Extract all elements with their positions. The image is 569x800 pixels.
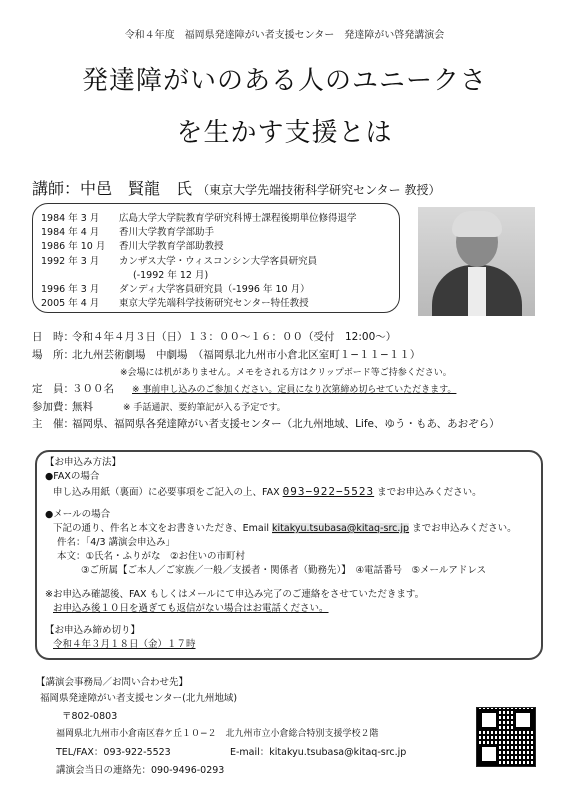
info-place (32, 347, 420, 362)
info-date (32, 329, 396, 344)
confirm-note-2: お申込み後１０日を過ぎても返信がない場合はお電話ください。 (53, 603, 329, 614)
application-box (35, 450, 543, 660)
bio-text: カンザス大学・ウィスコンシン大学客員研究員 (119, 255, 318, 267)
capacity-note: ※ 事前申し込みのご参加ください。定員になり次第締め切らせていただきます。 (132, 385, 457, 395)
info-label: 日 時： (32, 331, 74, 343)
fax-line (53, 485, 482, 500)
bio-text: 香川大学教育学部助教授 (119, 241, 224, 253)
info-label: 主 催： (32, 418, 74, 430)
contact-zip: 〒802-0803 (62, 711, 118, 722)
lecturer-line (32, 176, 440, 199)
mail-line (53, 522, 517, 536)
bio-year: 1992 年 3 月 (41, 255, 100, 267)
mail-body-2: ③ご所属【ご本人／ご家族／一般／支援者・関係者（勤務先）】 ④電話番号 ⑤メールアドレス (81, 565, 487, 576)
info-value: 北九州芸術劇場 中劇場 （福岡県北九州市小倉北区室町１−１１−１１） (72, 349, 421, 361)
mail-heading: ●メールの場合 (45, 509, 111, 520)
bio-row (41, 269, 399, 283)
mail-address-link[interactable]: kitakyu.tsubasa@kitaq-src.jp (272, 523, 410, 534)
confirm-note: ※お申込み確認後、FAX もしくはメールにて申込み完了のご連絡をさせていただきます。 (45, 589, 425, 600)
bio-text: (-1992 年 12 月) (133, 269, 209, 281)
info-value: 令和４年４月３日（日）１３：００〜１６：００（受付 12:00〜） (72, 331, 397, 343)
bio-text: 広島大学大学院教育学研究科博士課程後期単位修得退学 (119, 213, 357, 224)
header-note: 令和４年度 福岡県発達障がい者支援センター 発達障がい啓発講演会 (124, 30, 445, 41)
info-capacity (32, 381, 456, 396)
contact-tel: TEL/FAX：093-922-5523 (56, 747, 171, 758)
contact-day: 講演会当日の連絡先：090-9496-0293 (56, 765, 225, 776)
mail-text-end: までお申込みください。 (412, 523, 517, 534)
apply-heading: 【お申込み方法】 (45, 457, 122, 468)
biography-box (32, 203, 400, 313)
bio-text: 東京大学先端科学技術研究センター特任教授 (119, 298, 309, 310)
bio-row (41, 212, 399, 226)
qr-code-icon (476, 707, 536, 767)
bio-row (41, 283, 399, 297)
bio-year: 1984 年 3 月 (41, 213, 100, 224)
info-label: 定 員： (32, 383, 74, 395)
deadline-value: 令和４年３月１８日（金）１７時 (53, 639, 196, 650)
info-fee (32, 399, 286, 414)
title-line-2: を生かす支援とは (176, 118, 393, 148)
bio-row (41, 240, 399, 254)
lecturer-name: 講師：中邑 賢龍 氏 (32, 179, 193, 198)
bio-year: 2005 年 4 月 (41, 298, 100, 310)
deadline-heading: 【お申込み締め切り】 (45, 625, 141, 636)
contact-address: 福岡県北九州市小倉南区春ケ丘１０−２ 北九州市立小倉総合特別支援学校２階 (56, 729, 379, 739)
title-line-1: 発達障がいのある人のユニークさ (81, 66, 487, 96)
fee-note: ※ 手話通訳、要約筆記が入る予定です。 (123, 403, 286, 413)
fax-number: 093−922−5523 (282, 485, 375, 498)
lecturer-affiliation: （東京大学先端技術科学研究センター 教授） (197, 183, 441, 197)
info-label: 参加費： (32, 401, 74, 413)
place-note: ※会場には机がありません。メモをされる方はクリップボード等ご持参ください。 (120, 368, 452, 378)
bio-row (41, 297, 399, 311)
mail-subject: 件名：「4/3 講演会申込み」 (57, 537, 176, 548)
bio-year: 1986 年 10 月 (41, 241, 106, 253)
contact-org: 福岡県発達障がい者支援センター(北九州地域) (40, 693, 238, 704)
bio-year: 1996 年 3 月 (41, 284, 100, 296)
info-value: 無料 (72, 401, 93, 413)
bio-row (41, 226, 399, 240)
mail-body-1: 本文：①氏名・ふりがな ②お住いの市町村 (57, 551, 246, 562)
info-label: 場 所： (32, 349, 74, 361)
bio-row (41, 255, 399, 269)
bio-text: 香川大学教育学部助手 (119, 227, 215, 239)
bio-text: ダンディ大学客員研究員（-1996 年 10 月） (119, 284, 310, 296)
info-value: ３００名 (72, 383, 114, 395)
info-value: 福岡県、福岡県各発達障がい者支援センター（北九州地域、Life、ゆう・もあ、あおぞら） (72, 418, 500, 430)
info-host (32, 416, 500, 431)
contact-heading: 【講演会事務局／お問い合わせ先】 (36, 677, 189, 688)
bio-year: 1984 年 4 月 (41, 227, 100, 239)
fax-text: 申し込み用紙（裏面）に必要事項をご記入の上、FAX (53, 487, 280, 498)
mail-text: 下記の通り、件名と本文をお書きいただき、Email (53, 523, 269, 534)
lecturer-photo (418, 207, 535, 316)
contact-email: E-mail：kitakyu.tsubasa@kitaq-src.jp (230, 747, 407, 758)
fax-text-end: までお申込みください。 (377, 487, 482, 498)
fax-heading: ●FAXの場合 (45, 471, 100, 482)
